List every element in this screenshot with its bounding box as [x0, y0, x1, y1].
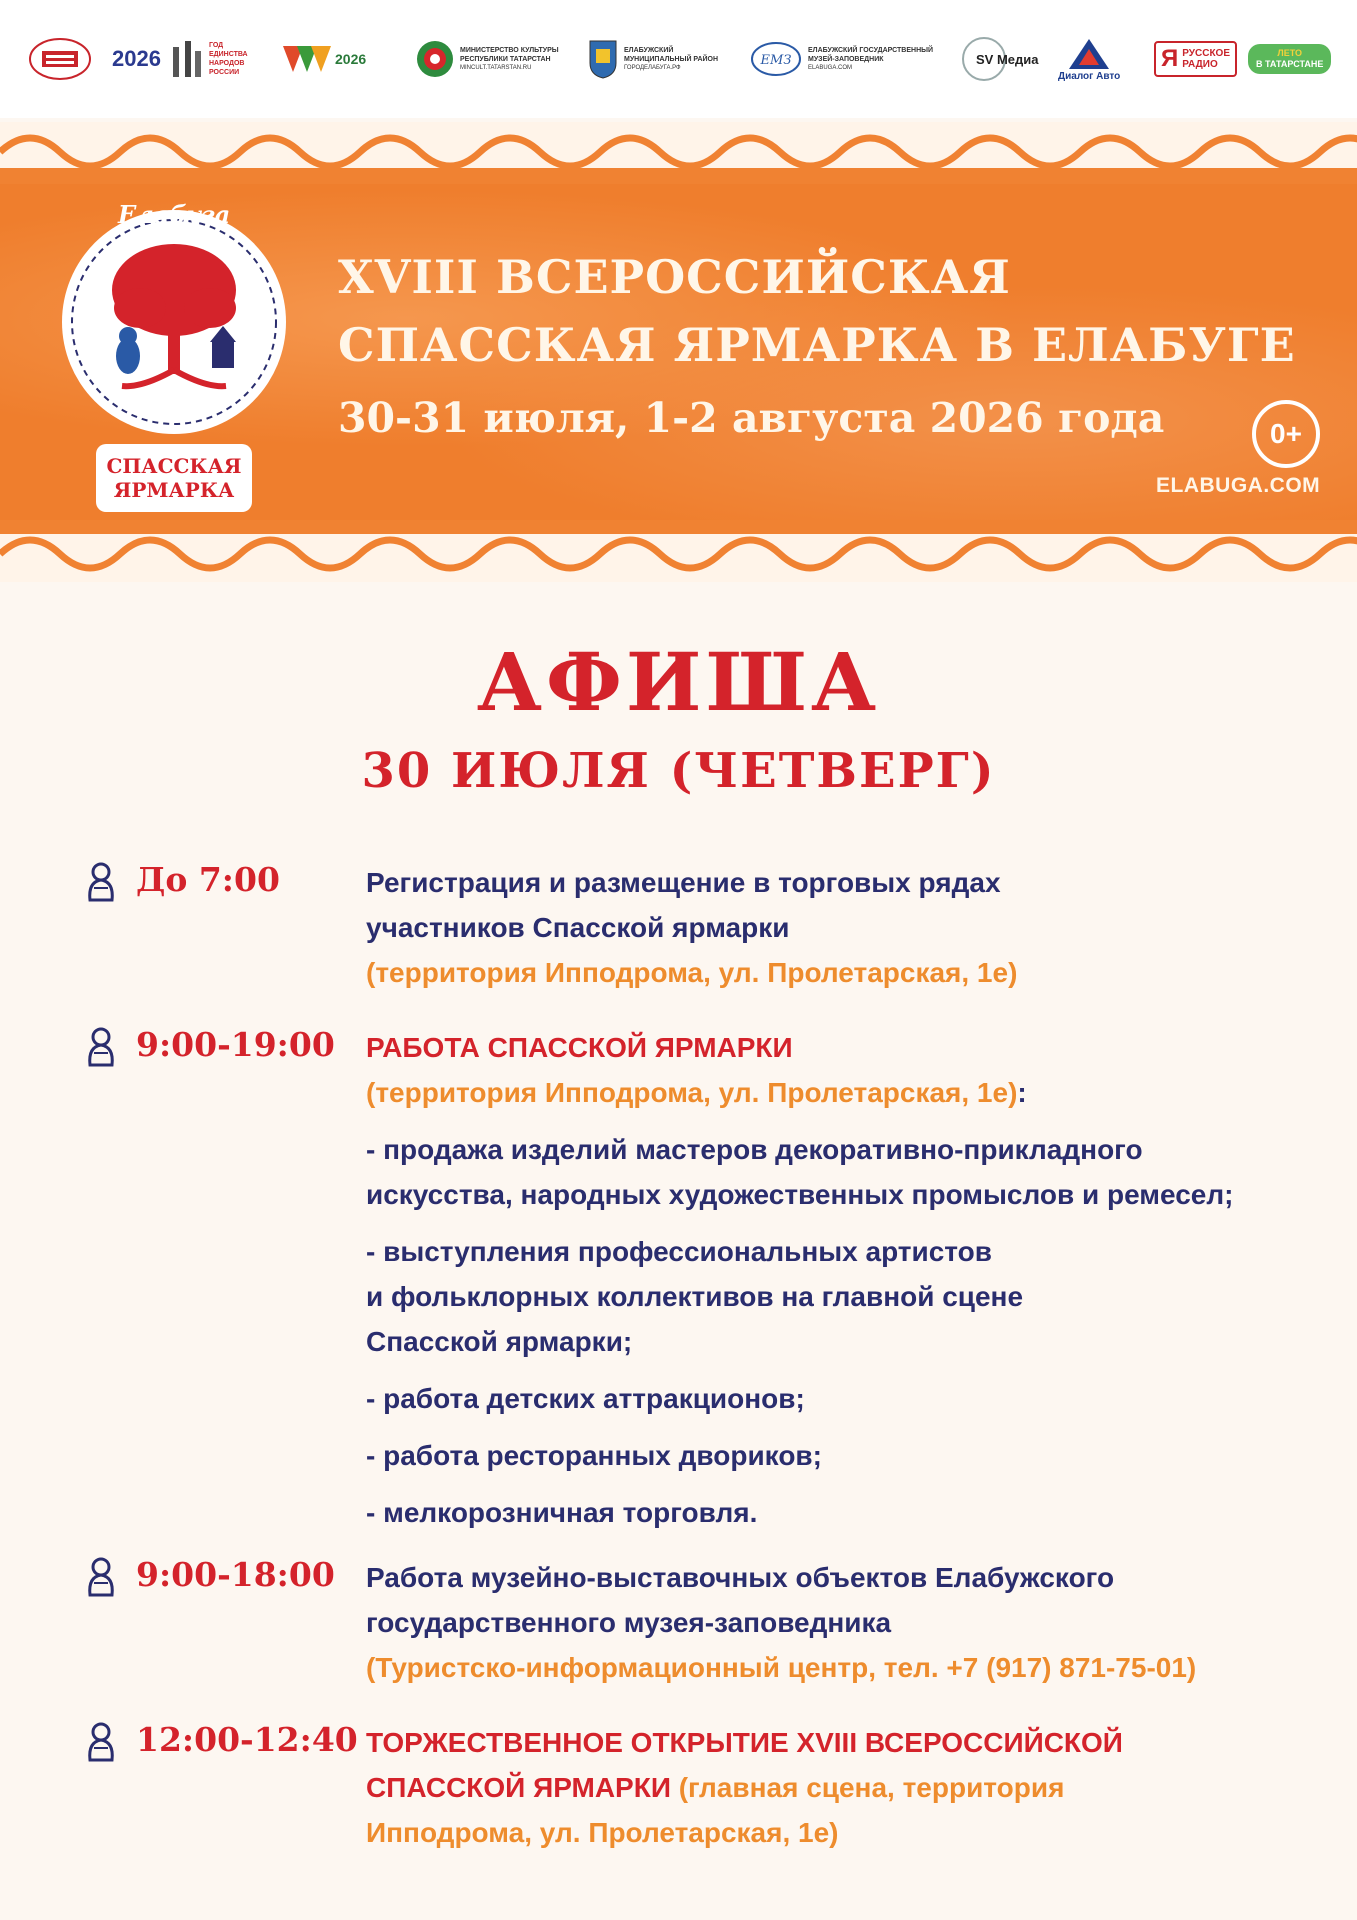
event-time: 9:00-18:00 — [136, 1555, 335, 1594]
museum-emblem-icon — [750, 41, 802, 77]
event-time: 12:00-12:40 — [136, 1720, 358, 1759]
event-line: Работа музейно-выставочных объектов Елабужского — [366, 1562, 1115, 1593]
ornament-border-bottom — [0, 520, 1357, 582]
district-line2: МУНИЦИПАЛЬНЫЙ РАЙОН — [624, 55, 719, 63]
district-coat-icon — [588, 39, 618, 79]
leto-tatarstan-logo — [1248, 28, 1331, 90]
ministry-site: MINCULT.TATARSTAN.RU — [460, 64, 532, 71]
radio-r-icon: Я — [1161, 45, 1179, 72]
event-line: - продажа изделий мастеров декоративно-прикладного — [366, 1134, 1143, 1165]
ministry-culture-logo — [416, 28, 559, 90]
year-2026-text: 2026 — [335, 51, 367, 67]
event-line: (Туристско-информационный центр, тел. +7 (917) 871-75-01) — [366, 1652, 1197, 1683]
matryoshka-icon — [86, 862, 116, 902]
event-line — [366, 1070, 1266, 1115]
line-gap — [366, 1478, 1266, 1490]
district-line1: ЕЛАБУЖСКИЙ — [624, 46, 674, 54]
year-2026-emblem-icon — [283, 42, 333, 76]
logo-ribbon — [96, 444, 252, 512]
age-rating-badge: 0+ — [1252, 400, 1320, 468]
ministry-line2: РЕСПУБЛИКИ ТАТАРСТАН — [460, 55, 551, 63]
banner-title-line1: XVIII ВСЕРОССИЙСКАЯ — [338, 250, 1011, 304]
event-line: искусства, народных художественных промыслов и ремесел; — [366, 1179, 1234, 1210]
event-description — [366, 1720, 1266, 1855]
matryoshka-icon — [86, 1557, 116, 1597]
fair-logo-circle — [62, 210, 286, 434]
event-line: Ипподрома, ул. Пролетарская, 1е) — [366, 1817, 839, 1848]
dialog-auto-triangle-icon — [1067, 37, 1111, 71]
logo-ribbon-line1: СПАССКАЯ — [106, 454, 242, 478]
line-gap — [366, 1364, 1266, 1376]
event-line-part: : — [1017, 1077, 1027, 1108]
event-description — [366, 860, 1266, 995]
event-line: ТОРЖЕСТВЕННОЕ ОТКРЫТИЕ XVIII ВСЕРОССИЙСКОЙ — [366, 1727, 1123, 1758]
year-of-unity-text: ГОД ЕДИНСТВА НАРОДОВ РОССИИ — [208, 42, 248, 76]
event-line: РАБОТА СПАССКОЙ ЯРМАРКИ — [366, 1032, 793, 1063]
museum-reserve-logo — [750, 28, 933, 90]
svg-text:ЕМЗ: ЕМЗ — [760, 53, 792, 68]
event-line-part: (главная сцена, территория — [670, 1772, 1065, 1803]
event-line: Спасской ярмарки; — [366, 1326, 633, 1357]
matryoshka-icon — [86, 1722, 116, 1762]
program-heading: АФИША — [476, 635, 881, 729]
museum-line1: ЕЛАБУЖСКИЙ ГОСУДАРСТВЕННЫЙ — [808, 46, 934, 54]
leto-line1: ЛЕТО — [1277, 48, 1302, 58]
dialog-auto-logo — [1058, 28, 1120, 90]
dialog-auto-text: Диалог Авто — [1058, 70, 1121, 82]
logo-city-name: Елабуга — [118, 200, 231, 229]
event-line-part: (территория Ипподрома, ул. Пролетарская, 1е) — [366, 1077, 1018, 1108]
monument-icon — [165, 37, 205, 81]
banner-dates: 30-31 июля, 1-2 августа 2026 года — [338, 394, 1165, 442]
museum-line2: МУЗЕЙ-ЗАПОВЕДНИК — [808, 55, 884, 63]
banner-website: ELABUGA.COM — [1156, 474, 1321, 497]
banner-title-line2: СПАССКАЯ ЯРМАРКА В ЕЛАБУГЕ — [338, 318, 1296, 372]
event-line — [366, 1765, 1266, 1810]
event-line: - работа детских аттракционов; — [366, 1383, 805, 1414]
radio-line2: РАДИО — [1182, 59, 1218, 70]
event-description — [366, 1025, 1266, 1535]
elabuga-district-logo — [588, 28, 718, 90]
sponsor-logos-bar — [0, 0, 1357, 118]
matryoshka-icon — [86, 1027, 116, 1067]
event-line: - работа ресторанных двориков; — [366, 1440, 822, 1471]
year-2026-logo — [283, 28, 366, 90]
leto-line2: В ТАТАРСТАНЕ — [1256, 59, 1324, 69]
year-of-unity-year: 2026 — [112, 46, 161, 71]
event-description — [366, 1555, 1266, 1690]
ornament-border-top — [0, 122, 1357, 184]
russkoe-radio-logo — [1154, 28, 1237, 90]
tatarstan-emblem-icon — [416, 40, 454, 78]
district-site: ГОРОДЕЛАБУГА.РФ — [624, 64, 681, 71]
event-line: и фольклорных коллективов на главной сцене — [366, 1281, 1024, 1312]
fair-seal-logo — [28, 28, 92, 90]
event-line: - мелкорозничная торговля. — [366, 1497, 758, 1528]
event-line: государственного музея-заповедника — [366, 1607, 892, 1638]
ministry-line1: МИНИСТЕРСТВО КУЛЬТУРЫ — [460, 46, 559, 54]
event-time: До 7:00 — [136, 860, 280, 899]
line-gap — [366, 1217, 1266, 1229]
tree-icon — [62, 210, 286, 434]
museum-site: ELABUGA.COM — [808, 64, 853, 71]
festival-banner — [0, 122, 1357, 582]
radio-line1: РУССКОЕ — [1182, 48, 1231, 59]
sv-media-text: SV Медиа — [976, 51, 1039, 67]
logo-ribbon-line2: ЯРМАРКА — [113, 478, 235, 502]
event-line: - выступления профессиональных артистов — [366, 1236, 992, 1267]
event-line: участников Спасской ярмарки — [366, 912, 790, 943]
event-time: 9:00-19:00 — [136, 1025, 335, 1064]
day-heading: 30 ИЮЛЯ (ЧЕТВЕРГ) — [361, 743, 996, 799]
event-line: (территория Ипподрома, ул. Пролетарская, 1е) — [366, 957, 1018, 988]
event-line: Регистрация и размещение в торговых рядах — [366, 867, 1001, 898]
year-of-unity-logo — [112, 28, 259, 90]
line-gap — [366, 1421, 1266, 1433]
event-line-part: СПАССКОЙ ЯРМАРКИ — [366, 1772, 671, 1803]
sv-media-logo — [962, 28, 1039, 90]
line-gap — [366, 1115, 1266, 1127]
